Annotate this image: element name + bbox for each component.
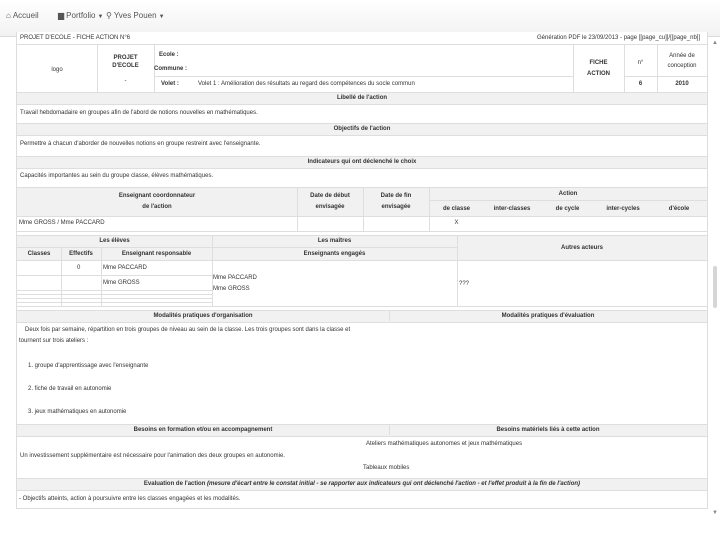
divider <box>17 294 212 295</box>
besoins-materiels-1: Ateliers mathématiques autonomes et jeux mathématiques <box>366 441 523 447</box>
libelle-text: Travail hebdomadaire en groupes afin de l'abord de notions nouvelles en mathématiques. <box>20 110 258 116</box>
objectifs-title: Objectifs de l'action <box>333 126 391 132</box>
nav-user-label: Yves Pouen <box>113 11 157 20</box>
scroll-down-icon[interactable]: ▼ <box>712 510 718 516</box>
eleves-title: Les élèves <box>99 238 130 244</box>
besoins-formation-text: Un investissement supplémentaire est nécessaire pour l'animation des deux groupes en autonomie. <box>20 453 285 459</box>
enseignants-engages-label: Enseignants engagés <box>303 251 366 257</box>
besoins-formation-title: Besoins en formation et/ou en accompagnement <box>133 427 273 433</box>
atelier-1: 1. groupe d'apprentissage avec l'enseignante <box>28 363 149 369</box>
nav-home-label: Accueil <box>12 11 39 20</box>
folder-icon: ▆ <box>58 11 65 20</box>
nav-user[interactable] <box>106 11 165 20</box>
action-col-cycle: de cycle <box>555 206 580 212</box>
responsable-1: Mme PACCARD <box>103 265 147 271</box>
modalites-line-1: Deux fois par semaine, répartition en trois groupes de niveau au sein de la classe. Les trois groupes sont dans la classe et <box>25 327 351 333</box>
ecole-label: Ecole : <box>159 52 179 58</box>
maitres-title: Les maîtres <box>317 238 352 244</box>
action-col-inter-classes: inter-classes <box>493 206 531 212</box>
volet-value: Volet 1 : Amélioration des résultats au regard des compétences du socle commun <box>198 81 415 87</box>
doc-header-generation: Génération PDF le 23/09/2013 - page [[page_cu]]/[[page_nb]] <box>537 35 701 41</box>
nav-portfolio-label: Portfolio <box>66 11 96 20</box>
besoins-materiels-2: Tableaux mobiles <box>363 465 410 471</box>
scrollbar-thumb[interactable] <box>713 266 717 308</box>
fiche-label-2: ACTION <box>587 71 610 77</box>
action-title: Action <box>558 191 578 197</box>
commune-label: Commune : <box>154 66 187 72</box>
annee-value: 2010 <box>675 81 689 87</box>
nav-portfolio[interactable] <box>58 11 103 20</box>
volet-label: Volet : <box>161 81 179 87</box>
objectifs-text: Permettre à chacun d'aborder de nouvelles notions en groupe restreint avec l'enseignante. <box>20 141 261 147</box>
divider <box>17 231 707 232</box>
evaluation-title-note: (mesure d'écart entre le constat initial - se rapporter aux indicateurs qui ont déclenché l'action - et l'effet produit à la fin de l'action) <box>207 481 581 487</box>
divider <box>17 298 212 299</box>
action-col-classe: de classe <box>442 206 471 212</box>
autres-title: Autres acteurs <box>560 245 604 251</box>
divider <box>17 247 457 248</box>
modalites-line-2: tournent sur trois ateliers : <box>19 338 89 344</box>
annee-label-2: conception <box>667 63 697 69</box>
chevron-down-icon: ▼ <box>97 14 104 20</box>
classes-label: Classes <box>27 251 51 257</box>
modalites-organisation-title: Modalités pratiques d'organisation <box>153 313 253 319</box>
date-fin-label-1: Date de fin <box>380 193 412 199</box>
num-value: 6 <box>638 81 643 87</box>
projet-label-1: PROJET <box>113 55 138 61</box>
divider <box>212 235 213 306</box>
divider <box>624 76 707 77</box>
responsable-2: Mme GROSS <box>103 280 140 286</box>
date-debut-label-2: envisagée <box>315 204 345 210</box>
coordonnateur-label-2: de l'action <box>142 204 172 210</box>
enseignant-responsable-label: Enseignant responsable <box>121 251 192 257</box>
atelier-3: 3. jeux mathématiques en autonomie <box>28 409 127 415</box>
evaluation-title-main: Evaluation de l'action <box>143 481 206 487</box>
indicateurs-title: Indicateurs qui ont déclenché le choix <box>307 159 417 165</box>
annee-label-1: Année de <box>669 53 695 59</box>
effectifs-value: 0 <box>77 265 81 271</box>
coordonnateur-value: Mme GROSS / Mme PACCARD <box>19 220 105 226</box>
evaluation-title <box>17 481 707 488</box>
atelier-2: 2. fiche de travail en autonomie <box>28 386 112 392</box>
evaluation-text: - Objectifs atteints, action à poursuivre entre les classes engagées et les modalités. <box>19 496 241 502</box>
action-col-inter-cycles: inter-cycles <box>606 206 640 212</box>
logo-placeholder: logo <box>51 67 63 73</box>
num-label: n° <box>637 60 644 66</box>
doc-header-title: PROJET D'ECOLE - FICHE ACTION N°6 <box>20 35 131 41</box>
scroll-up-icon[interactable]: ▲ <box>712 40 718 46</box>
modalites-evaluation-title: Modalités pratiques d'évaluation <box>501 313 595 319</box>
projet-label-2: D'ECOLE <box>112 63 139 69</box>
effectifs-label: Effectifs <box>69 251 93 257</box>
fiche-label-1: FICHE <box>589 60 608 66</box>
indicateurs-text: Capacités importantes au sein du groupe classe, élèves mathématiques. <box>20 173 214 179</box>
engage-1: Mme PACCARD <box>213 275 257 281</box>
divider <box>17 44 707 45</box>
divider <box>573 44 574 92</box>
coordonnateur-label-1: Enseignant coordonnateur <box>118 193 196 199</box>
user-icon: ⚲ <box>106 11 112 20</box>
divider <box>17 275 212 276</box>
divider <box>154 76 573 77</box>
nav-home[interactable] <box>6 11 39 20</box>
fiche-action-document <box>16 32 708 509</box>
engage-2: Mme GROSS <box>213 286 250 292</box>
action-mark: X <box>454 220 459 226</box>
divider <box>17 290 212 291</box>
home-icon: ⌂ <box>6 11 11 20</box>
vertical-scrollbar[interactable] <box>711 40 719 520</box>
date-debut-label-1: Date de début <box>310 193 350 199</box>
chevron-down-icon: ▼ <box>158 14 165 20</box>
divider <box>429 200 707 201</box>
libelle-title: Libellé de l'action <box>336 95 388 101</box>
date-fin-label-2: envisagée <box>381 204 411 210</box>
besoins-materiels-title: Besoins matériels liés à cette action <box>496 427 600 433</box>
autres-value: ??? <box>459 281 470 287</box>
divider <box>17 306 707 307</box>
action-col-ecole: d'école <box>668 206 690 212</box>
projet-value: - <box>124 78 127 84</box>
divider <box>17 302 212 303</box>
